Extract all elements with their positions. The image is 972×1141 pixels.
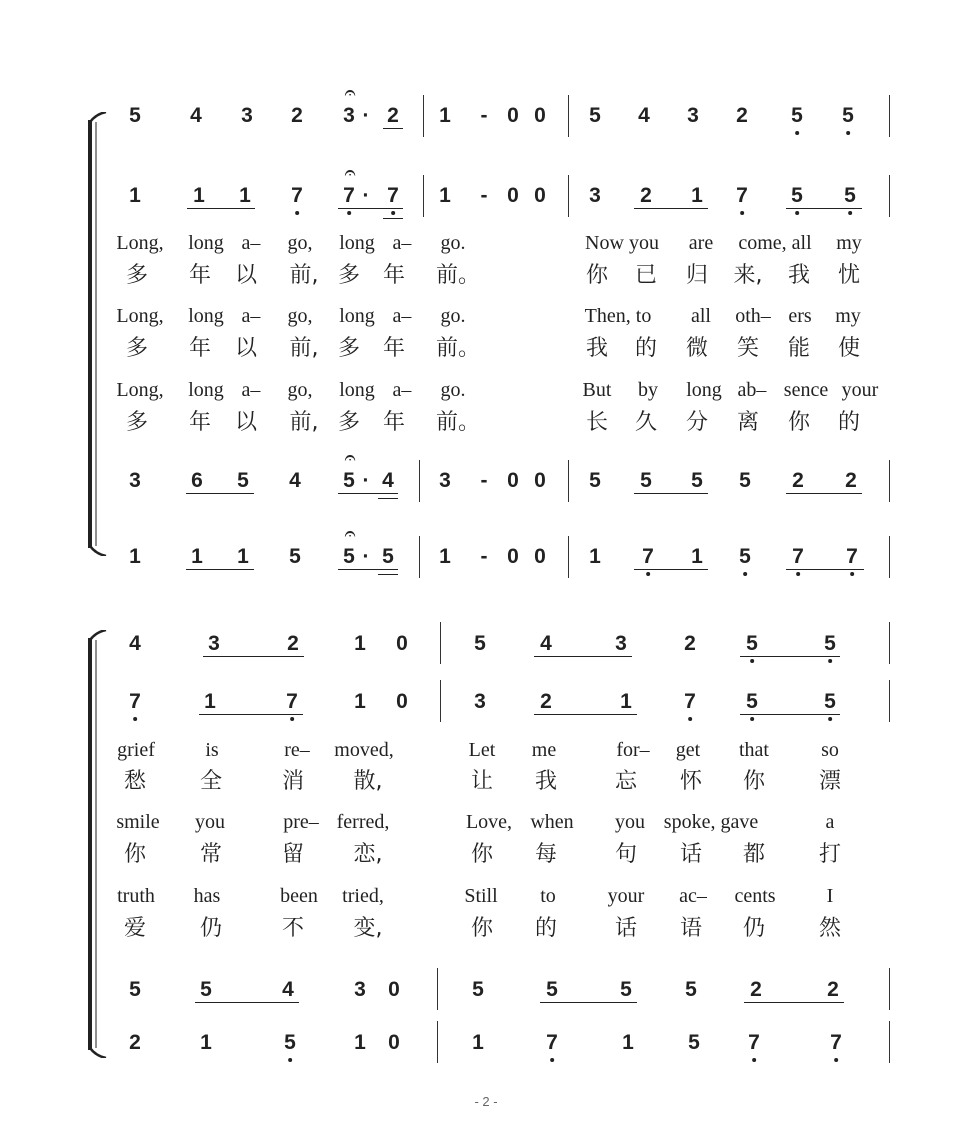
lyric-zh: 你 [470, 842, 494, 867]
fermata-icon: 𝄐 [344, 445, 356, 469]
bar-line [889, 1021, 890, 1063]
lyric-en: Long, [116, 305, 164, 327]
lyric-zh: 仍 [742, 916, 766, 941]
note: 1 [354, 1031, 366, 1054]
lyric-en: go. [440, 379, 466, 401]
lyric-en: ers [788, 305, 812, 327]
lyric-en: that [739, 739, 769, 761]
bar-line [568, 536, 569, 578]
lyric-zh: 以 [234, 336, 258, 361]
lyric-zh: 的 [837, 410, 861, 435]
note: 1 [200, 1031, 212, 1054]
lyric-en: I [826, 885, 834, 907]
lyric-zh: 多 [337, 336, 361, 361]
rest: 0 [534, 469, 546, 492]
lyric-zh: 我 [585, 336, 609, 361]
lyric-zh: 年 [188, 263, 212, 288]
lyric-zh: 让 [470, 769, 494, 794]
lyric-zh: 多 [337, 410, 361, 435]
lyric-zh: 忧 [837, 263, 861, 288]
system-bracket-1 [84, 112, 114, 556]
lyric-zh: 变, [353, 916, 383, 941]
lyric-zh: 前。 [435, 263, 481, 288]
lyric-zh: 久 [634, 410, 658, 435]
note: 1 [191, 545, 203, 568]
lyric-zh: 多 [337, 263, 361, 288]
note: 2 [291, 104, 303, 127]
note: 1 [620, 690, 632, 713]
lyric-zh: 的 [634, 336, 658, 361]
lyric-zh: 愁 [123, 769, 147, 794]
note: 4 [282, 978, 294, 1001]
underline [634, 569, 708, 570]
underline [199, 714, 303, 715]
lyric-en: Now you [585, 232, 659, 254]
lyric-en: get [675, 739, 701, 761]
lyric-zh: 爱 [123, 916, 147, 941]
underline [744, 1002, 844, 1003]
bar-line [889, 680, 890, 722]
lyric-en: a– [241, 305, 261, 327]
note: 2 [129, 1031, 141, 1054]
lyric-en: are [688, 232, 714, 254]
note: 2 [684, 632, 696, 655]
note: 3 [354, 978, 366, 1001]
page-number: - 2 - [474, 1094, 498, 1109]
lyric-zh: 恋, [353, 842, 383, 867]
lyric-en: you [195, 811, 225, 833]
lyric-en: my [835, 305, 861, 327]
note: 1 [691, 545, 703, 568]
fermata-icon: 𝄐 [344, 80, 356, 104]
note: 5 [343, 469, 355, 492]
note: 3 [241, 104, 253, 127]
lyric-en: re– [284, 739, 310, 761]
bar-line [437, 968, 438, 1010]
underline [740, 656, 840, 657]
note: 2 [387, 104, 399, 127]
lyric-en: a [825, 811, 835, 833]
lyric-zh: 忘 [614, 769, 638, 794]
lyric-zh: 年 [382, 336, 406, 361]
lyric-en: long [188, 232, 224, 254]
note: 2 [540, 690, 552, 713]
lyric-zh: 以 [234, 263, 258, 288]
note: 7 [642, 545, 654, 569]
note: 2 [287, 632, 299, 655]
lyric-en: a– [392, 379, 412, 401]
rest: 0 [507, 469, 519, 492]
note: 3 [208, 632, 220, 655]
lyric-zh: 前, [289, 336, 319, 361]
lyric-zh: 前, [289, 410, 319, 435]
lyric-en: sence [783, 379, 829, 401]
lyric-en: a– [392, 305, 412, 327]
lyric-en: when [530, 811, 574, 833]
lyric-en: tried, [342, 885, 384, 907]
note: 3 [589, 184, 601, 207]
lyric-en: you [615, 811, 645, 833]
lyric-zh: 散, [353, 769, 383, 794]
lyric-en: go. [440, 305, 466, 327]
note: 7 [387, 184, 399, 208]
bar-line [440, 622, 441, 664]
lyric-zh: 你 [123, 842, 147, 867]
note: 5 [739, 545, 751, 569]
note: 1 [439, 104, 451, 127]
lyric-en: to [540, 885, 556, 907]
note: 5 [791, 184, 803, 208]
note: 5 [343, 545, 355, 568]
lyric-en: long [188, 379, 224, 401]
lyric-zh: 多 [125, 263, 149, 288]
lyric-en: Let [468, 739, 496, 761]
note: 5 [685, 978, 697, 1001]
lyric-en: long [339, 305, 375, 327]
underline [338, 208, 403, 209]
note: 4 [382, 469, 394, 492]
bar-line [423, 175, 424, 217]
rest: 0 [507, 545, 519, 568]
note: 3 [615, 632, 627, 655]
lyric-en: But [582, 379, 612, 401]
lyric-en: been [280, 885, 318, 907]
lyric-en: Long, [116, 379, 164, 401]
note: 2 [845, 469, 857, 492]
note: 1 [237, 545, 249, 568]
note: 5 [589, 104, 601, 127]
lyric-zh: 不 [281, 916, 305, 941]
lyric-en: come, all [738, 232, 812, 254]
lyric-zh: 然 [818, 916, 842, 941]
lyric-en: for– [616, 739, 650, 761]
lyric-en: long [188, 305, 224, 327]
rest: 0 [388, 978, 400, 1001]
lyric-zh: 话 [614, 916, 638, 941]
note: 5 [739, 469, 751, 492]
note: 5 [129, 978, 141, 1001]
lyric-en: spoke, gave [663, 811, 759, 833]
lyric-en: long [686, 379, 722, 401]
note: 3 [439, 469, 451, 492]
note: 1 [691, 184, 703, 207]
note: 4 [129, 632, 141, 655]
note: 1 [354, 632, 366, 655]
note: 7 [684, 690, 696, 714]
lyric-en: pre– [283, 811, 319, 833]
underline [195, 1002, 299, 1003]
lyric-zh: 你 [742, 769, 766, 794]
bar-line [889, 536, 890, 578]
underline [383, 218, 403, 219]
lyric-en: by [638, 379, 658, 401]
underline [186, 493, 254, 494]
note: 1 [439, 545, 451, 568]
lyric-zh: 留 [281, 842, 305, 867]
note: 7 [343, 184, 355, 208]
note: 1 [204, 690, 216, 713]
lyric-en: cents [734, 885, 776, 907]
note: 2 [827, 978, 839, 1001]
lyric-zh: 以 [234, 410, 258, 435]
bar-line [889, 175, 890, 217]
underline [378, 498, 398, 499]
note: 4 [540, 632, 552, 655]
note: 7 [736, 184, 748, 208]
lyric-en: your [607, 885, 645, 907]
bar-line [889, 622, 890, 664]
lyric-en: Long, [116, 232, 164, 254]
lyric-zh: 语 [679, 916, 703, 941]
underline [534, 656, 632, 657]
note: 5 [237, 469, 249, 492]
lyric-zh: 前。 [435, 336, 481, 361]
lyric-zh: 年 [382, 410, 406, 435]
note: 5 [791, 104, 803, 128]
note: 5 [289, 545, 301, 568]
note: 3 [687, 104, 699, 127]
lyric-en: has [193, 885, 221, 907]
note: 5 [589, 469, 601, 492]
lyric-zh: 年 [188, 336, 212, 361]
rest: 0 [534, 545, 546, 568]
lyric-en: my [836, 232, 862, 254]
underline [338, 493, 398, 494]
augmentation-dot: · [362, 104, 370, 127]
lyric-zh: 前, [289, 263, 319, 288]
lyric-zh: 前。 [435, 410, 481, 435]
fermata-icon: 𝄐 [344, 521, 356, 545]
note: 7 [291, 184, 303, 208]
bar-line [889, 968, 890, 1010]
rest: 0 [507, 104, 519, 127]
lyric-en: ab– [737, 379, 767, 401]
note: 7 [792, 545, 804, 569]
bar-line [437, 1021, 438, 1063]
lyric-zh: 多 [125, 336, 149, 361]
rest: 0 [534, 184, 546, 207]
note: 4 [638, 104, 650, 127]
lyric-en: long [339, 232, 375, 254]
lyric-en: go, [287, 379, 313, 401]
lyric-zh: 全 [199, 769, 223, 794]
underline [534, 714, 637, 715]
note: 4 [289, 469, 301, 492]
lyric-en: moved, [334, 739, 394, 761]
lyric-zh: 离 [736, 410, 760, 435]
bar-line [568, 95, 569, 137]
dash: - [480, 545, 488, 568]
lyric-en: so [821, 739, 839, 761]
lyric-zh: 常 [199, 842, 223, 867]
lyric-zh: 的 [534, 916, 558, 941]
note: 5 [129, 104, 141, 127]
lyric-zh: 句 [614, 842, 638, 867]
lyric-zh: 微 [685, 336, 709, 361]
lyric-zh: 你 [470, 916, 494, 941]
note: 5 [746, 632, 758, 656]
underline [740, 714, 840, 715]
lyric-en: a– [392, 232, 412, 254]
lyric-zh: 都 [742, 842, 766, 867]
note: 7 [748, 1031, 760, 1055]
dash: - [480, 184, 488, 207]
lyric-zh: 使 [837, 336, 861, 361]
note: 1 [354, 690, 366, 713]
note: 5 [824, 632, 836, 656]
lyric-zh: 打 [818, 842, 842, 867]
lyric-zh: 归 [685, 263, 709, 288]
lyric-en: oth– [735, 305, 771, 327]
note: 5 [824, 690, 836, 714]
note: 1 [129, 184, 141, 207]
note: 5 [691, 469, 703, 492]
bar-line [423, 95, 424, 137]
lyric-zh: 分 [685, 410, 709, 435]
note: 5 [842, 104, 854, 128]
note: 5 [844, 184, 856, 208]
lyric-en: Then, to [584, 305, 652, 327]
lyric-zh: 每 [534, 842, 558, 867]
underline [383, 128, 403, 129]
lyric-zh: 我 [534, 769, 558, 794]
lyric-zh: 话 [679, 842, 703, 867]
bar-line [889, 95, 890, 137]
augmentation-dot: · [362, 545, 370, 568]
rest: 0 [396, 632, 408, 655]
fermata-icon: 𝄐 [344, 160, 356, 184]
lyric-zh: 我 [787, 263, 811, 288]
underline [786, 208, 862, 209]
bar-line [568, 460, 569, 502]
dash: - [480, 104, 488, 127]
underline [634, 493, 708, 494]
lyric-en: smile [116, 811, 160, 833]
lyric-en: go, [287, 305, 313, 327]
note: 1 [439, 184, 451, 207]
underline [540, 1002, 637, 1003]
lyric-en: a– [241, 379, 261, 401]
lyric-zh: 笑 [736, 336, 760, 361]
note: 7 [546, 1031, 558, 1055]
lyric-en: truth [117, 885, 155, 907]
note: 7 [129, 690, 141, 714]
note: 1 [239, 184, 251, 207]
bar-line [568, 175, 569, 217]
lyric-zh: 已 [634, 263, 658, 288]
dash: - [480, 469, 488, 492]
note: 1 [129, 545, 141, 568]
lyric-en: go, [287, 232, 313, 254]
note: 2 [640, 184, 652, 207]
note: 1 [193, 184, 205, 207]
note: 7 [846, 545, 858, 569]
lyric-en: all [691, 305, 711, 327]
lyric-zh: 能 [787, 336, 811, 361]
lyric-zh: 年 [188, 410, 212, 435]
note: 5 [688, 1031, 700, 1054]
underline [634, 208, 708, 209]
note: 5 [746, 690, 758, 714]
note: 2 [750, 978, 762, 1001]
underline [186, 569, 254, 570]
note: 7 [830, 1031, 842, 1055]
lyric-zh: 怀 [679, 769, 703, 794]
underline [338, 569, 398, 570]
lyric-zh: 漂 [818, 769, 842, 794]
note: 4 [190, 104, 202, 127]
note: 5 [640, 469, 652, 492]
lyric-en: go. [440, 232, 466, 254]
note: 6 [191, 469, 203, 492]
note: 3 [129, 469, 141, 492]
bar-line [419, 460, 420, 502]
lyric-zh: 长 [585, 410, 609, 435]
note: 5 [546, 978, 558, 1001]
bar-line [419, 536, 420, 578]
lyric-en: Love, [465, 811, 513, 833]
lyric-en: ac– [679, 885, 707, 907]
bar-line [889, 460, 890, 502]
underline [786, 569, 864, 570]
system-bracket-2 [84, 630, 114, 1058]
lyric-en: ferred, [336, 811, 390, 833]
lyric-zh: 你 [585, 263, 609, 288]
lyric-en: is [205, 739, 219, 761]
bar-line [440, 680, 441, 722]
note: 5 [382, 545, 394, 568]
lyric-en: your [841, 379, 879, 401]
note: 3 [343, 104, 355, 127]
lyric-zh: 多 [125, 410, 149, 435]
rest: 0 [396, 690, 408, 713]
note: 2 [792, 469, 804, 492]
lyric-zh: 仍 [199, 916, 223, 941]
lyric-en: Still [464, 885, 498, 907]
note: 5 [200, 978, 212, 1001]
rest: 0 [507, 184, 519, 207]
note: 7 [286, 690, 298, 714]
note: 2 [736, 104, 748, 127]
lyric-zh: 来, [733, 263, 763, 288]
underline [203, 656, 304, 657]
underline [378, 574, 398, 575]
lyric-en: a– [241, 232, 261, 254]
note: 5 [284, 1031, 296, 1055]
underline [187, 208, 255, 209]
lyric-en: me [531, 739, 557, 761]
note: 1 [622, 1031, 634, 1054]
note: 3 [474, 690, 486, 713]
note: 5 [472, 978, 484, 1001]
lyric-en: long [339, 379, 375, 401]
rest: 0 [388, 1031, 400, 1054]
note: 1 [472, 1031, 484, 1054]
note: 5 [474, 632, 486, 655]
lyric-zh: 年 [382, 263, 406, 288]
rest: 0 [534, 104, 546, 127]
note: 1 [589, 545, 601, 568]
augmentation-dot: · [362, 184, 370, 207]
underline [786, 493, 862, 494]
note: 5 [620, 978, 632, 1001]
lyric-en: grief [117, 739, 155, 761]
lyric-zh: 消 [281, 769, 305, 794]
lyric-zh: 你 [787, 410, 811, 435]
augmentation-dot: · [362, 469, 370, 492]
